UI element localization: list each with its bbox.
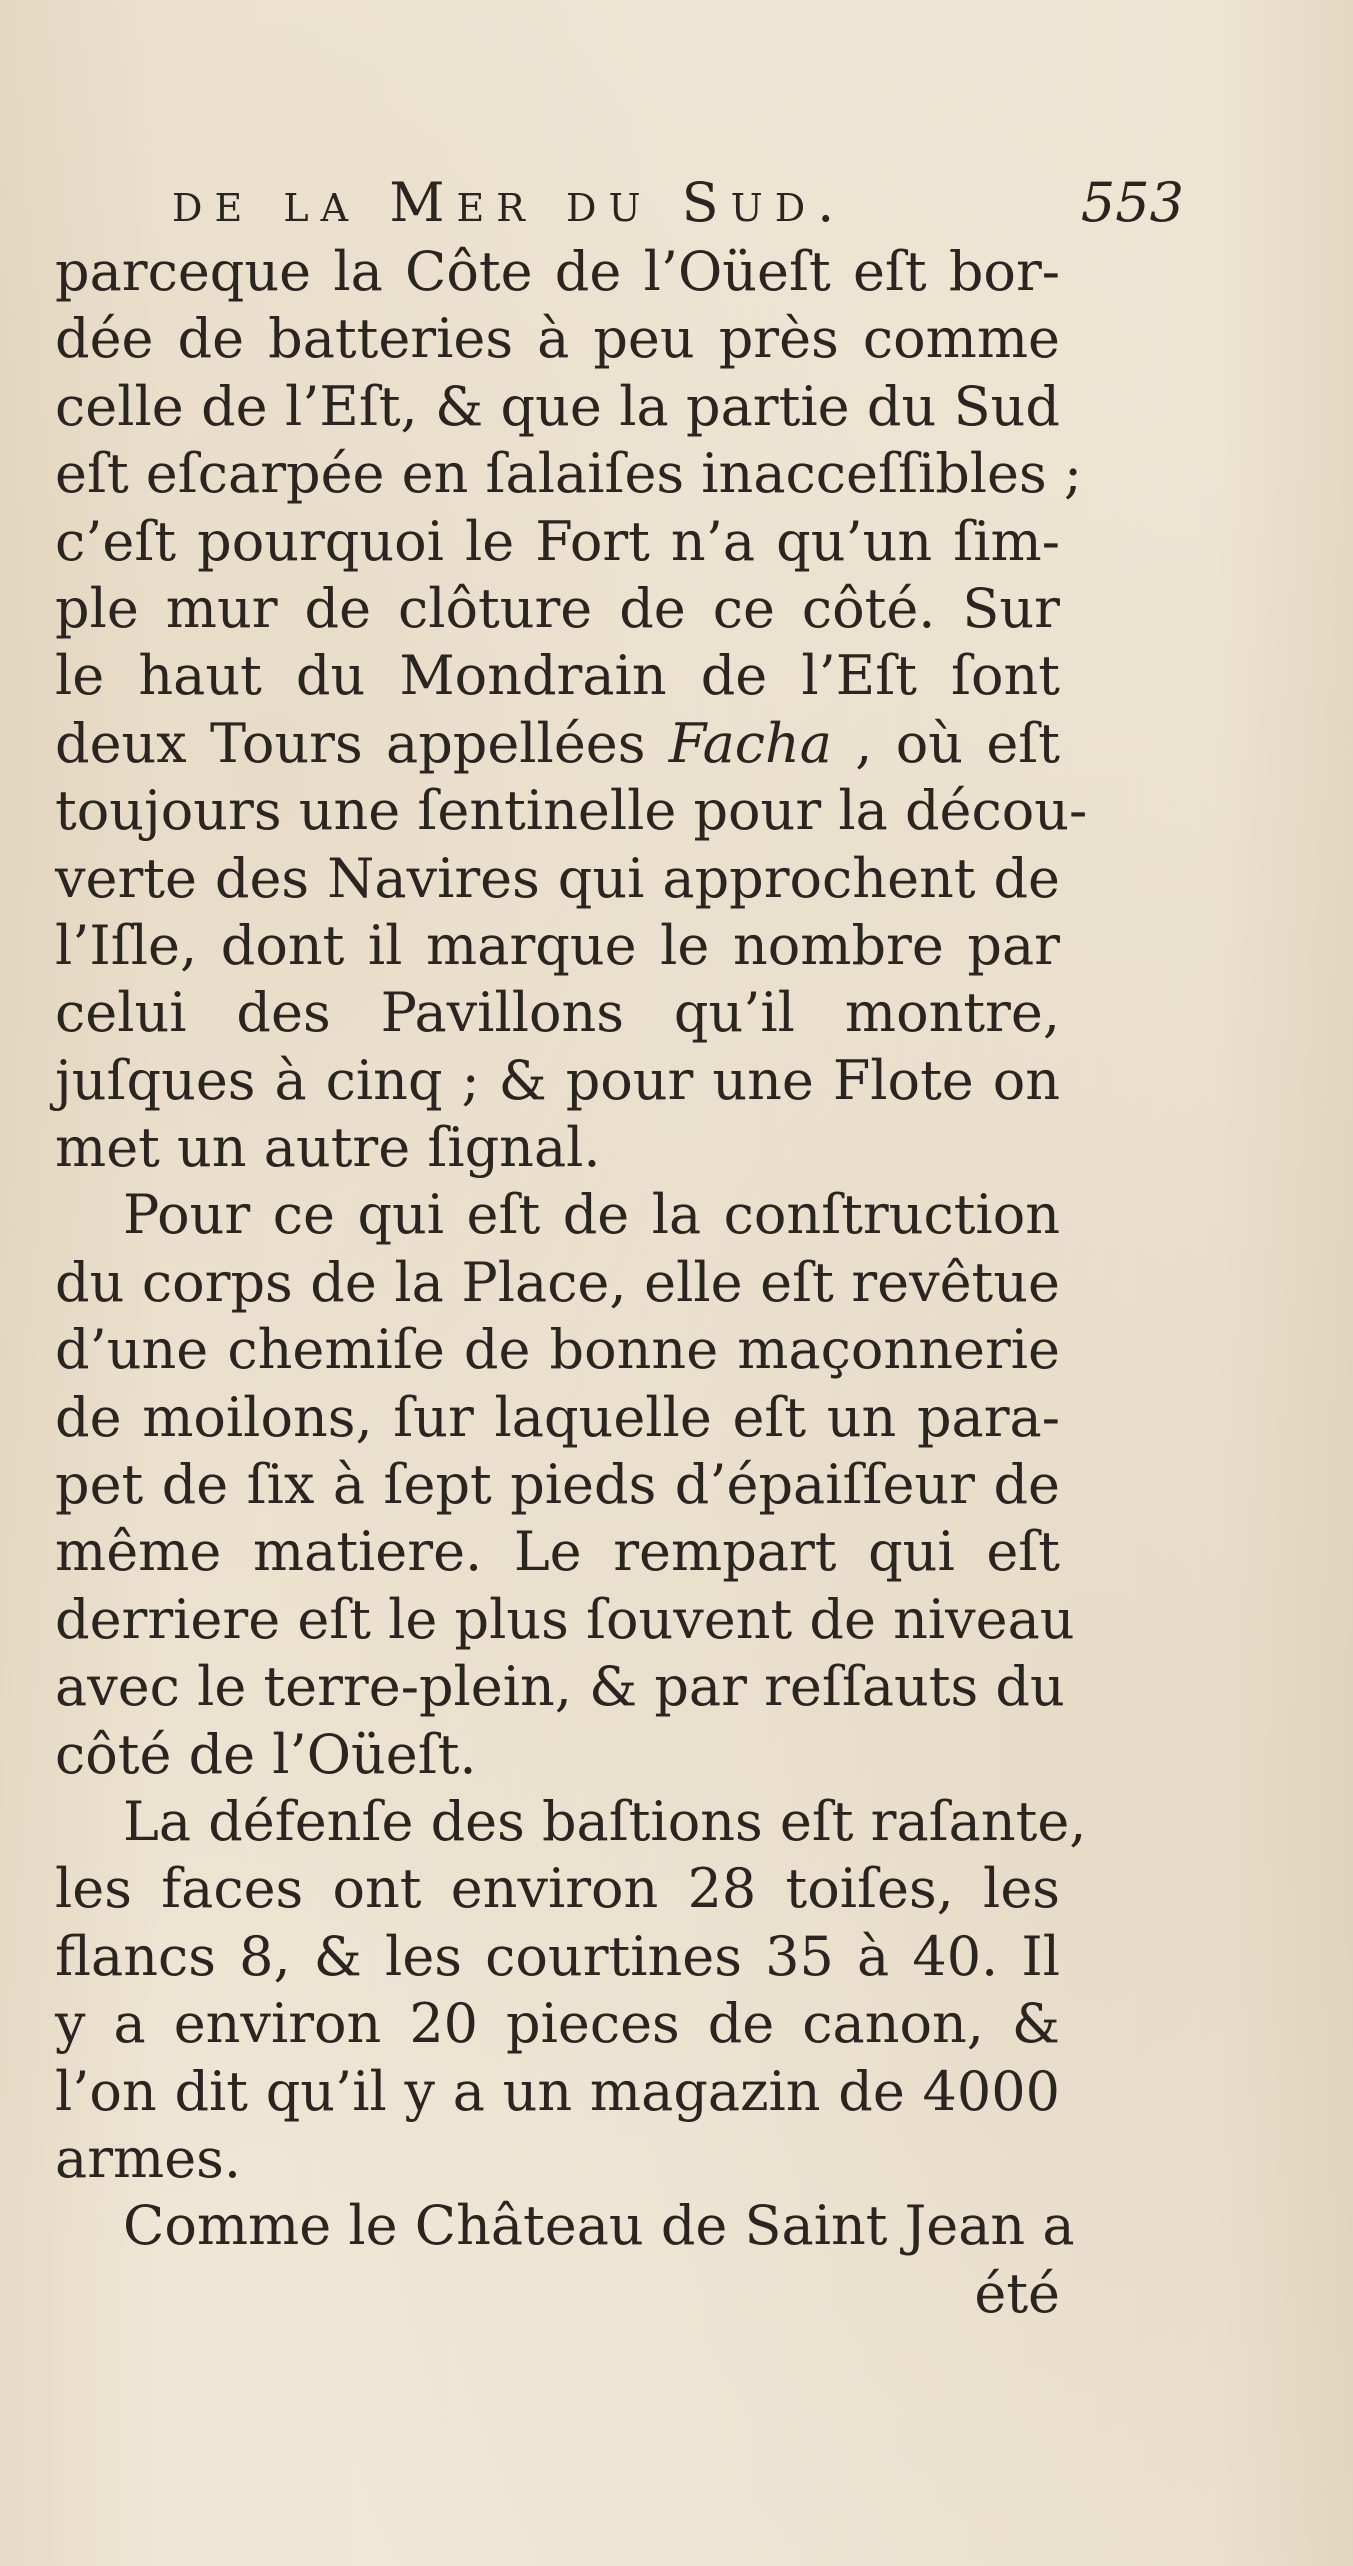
paragraph-2 [55,1181,1075,1788]
body-text [55,238,1088,2327]
text-line: eſt eſcarpée en ſalaiſes inacceſſibles ; [55,442,1083,506]
text-line: l’on dit qu’il y a un magazin de 4000 [55,2059,1060,2123]
text-line: ple mur de clôture de ce côté. Sur [55,576,1060,640]
text-segment: , où eſt [831,711,1060,775]
text-line: celui des Pavillons qu’il montre, [55,981,1060,1045]
italic-word: Facha [668,711,832,775]
catchword: été [974,2261,1060,2325]
text-line: parceque la Côte de l’Oüeſt eſt bor- [55,240,1060,303]
text-line: verte des Navires qui approchent de [55,846,1060,910]
running-head [172,168,1184,238]
text-line: du corps de la Place, elle eſt revêtue [55,1250,1060,1314]
page-number: 553 [1080,171,1184,234]
text-line: c’eſt pourquoi le Fort n’a qu’un ſim- [55,509,1060,573]
text-line: avec le terre-plein, & par reſſauts du [55,1655,1065,1719]
text-line: armes. [55,2126,242,2190]
text-line: de moilons, ſur laquelle eſt un para- [55,1385,1060,1449]
text-line: le haut du Mondrain de l’Eſt ſont [55,644,1060,708]
text-segment: deux Tours appellées [55,711,669,775]
text-line: juſques à cinq ; & pour une Flote on [55,1048,1060,1112]
paragraph-1 [55,238,1088,1181]
text-line: celle de l’Eſt, & que la partie du Sud [55,374,1060,438]
text-line: l’Iſle, dont il marque le nombre par [55,913,1060,977]
text-line: La défenſe des baſtions eſt raſante, [123,1789,1087,1853]
text-line: d’une chemiſe de bonne maçonnerie [55,1318,1060,1382]
paragraph-4 [55,2192,1075,2259]
text-line: les faces ont environ 28 toiſes, les [55,1857,1060,1921]
running-title: de la Mer du Sud. [172,171,847,234]
text-line: y a environ 20 pieces de canon, & [55,1992,1060,2056]
text-line [55,710,1060,777]
text-line: Comme le Château de Saint Jean a [123,2194,1075,2258]
text-line: derriere eſt le plus ſouvent de niveau [55,1587,1075,1651]
text-line: met un autre ſignal. [55,1116,601,1180]
text-line: toujours une ſentinelle pour la décou- [55,779,1088,843]
text-line: Pour ce qui eſt de la conſtruction [123,1183,1060,1247]
text-line: flancs 8, & les courtines 35 à 40. Il [55,1924,1060,1988]
text-line: même matiere. Le rempart qui eſt [55,1520,1060,1584]
text-line: dée de batteries à peu près comme [55,307,1060,371]
text-line: pet de ſix à ſept pieds d’épaiſſeur de [55,1453,1060,1517]
paragraph-3 [55,1788,1087,2192]
text-line: côté de l’Oüeſt. [55,1722,477,1786]
